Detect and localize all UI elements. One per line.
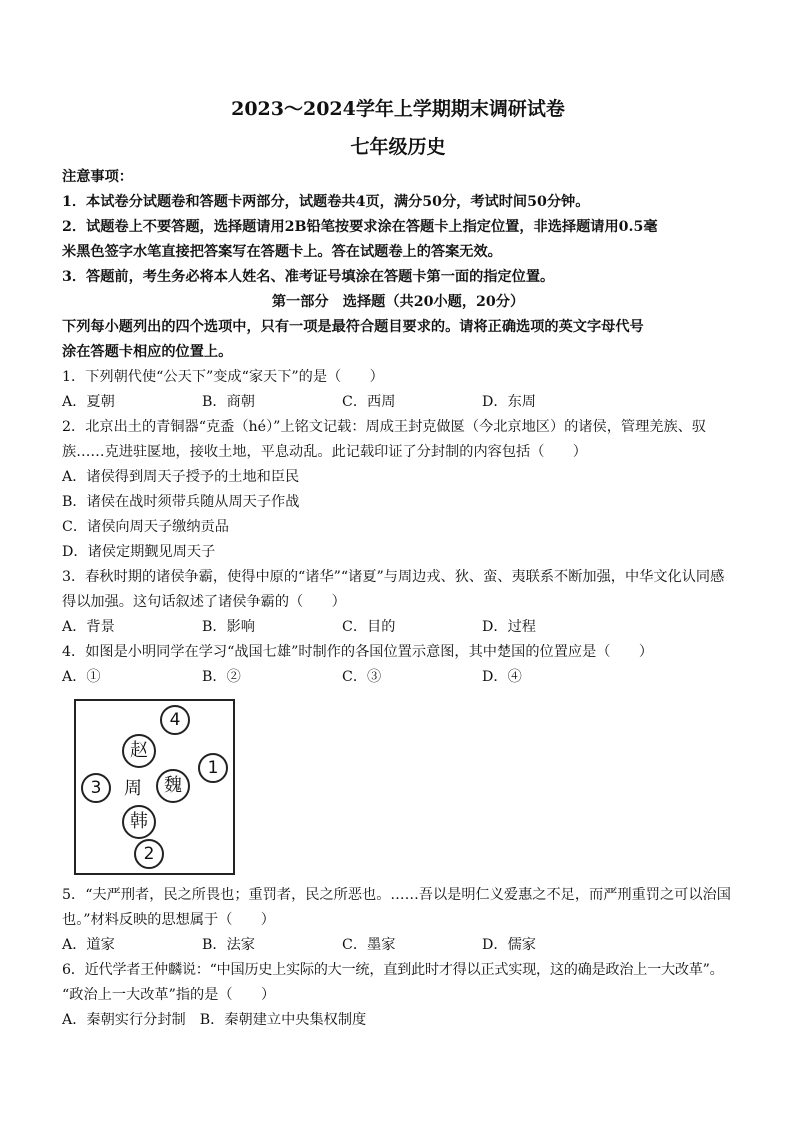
question-stem: 4．如图是小明同学在学习“战国七雄”时制作的各国位置示意图，其中楚国的位置应是（ ） (62, 644, 654, 660)
state-zhou: 周 (124, 778, 142, 799)
option-c: C．诸侯向周天子缴纳贡品 (62, 519, 229, 535)
option-c: C．墨家 (342, 937, 396, 953)
state-zhao: 赵 (122, 734, 156, 768)
question-options (62, 390, 734, 415)
option-a: A．秦朝实行分封制 (62, 1012, 186, 1028)
section-title: 第一部分 选择题（共20小题，20分） (271, 294, 525, 310)
option-d: D．诸侯定期觐见周天子 (62, 544, 216, 560)
option-a: A．背景 (62, 619, 115, 635)
state-han: 韩 (122, 805, 156, 839)
note-item: 3．答题前，考生务必将本人姓名、准考证号填涂在答题卡第一面的指定位置。 (62, 269, 555, 285)
question-stem: 5．“夫严刑者，民之所畏也；重罚者，民之所恶也。……吾以是明仁义爱惠之不足，而严刑重罚之可以治国 (62, 887, 731, 903)
option-b: B．诸侯在战时须带兵随从周天子作战 (62, 494, 300, 510)
question-stem: 6．近代学者王仲麟说：“中国历史上实际的大一统，直到此时才得以正式实现，这的确是政治上一大改革”。 (62, 962, 724, 978)
notes-section (62, 165, 734, 290)
question-3 (62, 565, 734, 640)
option-c: C．③ (342, 669, 382, 685)
warring-states-diagram (74, 699, 235, 875)
note-item: 2．试题卷上不要答题，选择题请用2B铅笔按要求涂在答题卡上指定位置，非选择题请用0.5毫 (62, 219, 658, 235)
state-wei: 魏 (156, 769, 190, 803)
option-b: B．秦朝建立中央集权制度 (199, 1012, 367, 1028)
exam-title: 2023～2024学年上学期期末调研试卷 (231, 98, 565, 120)
position-mark-1: 1 (198, 753, 228, 783)
option-b: B．商朝 (202, 394, 255, 410)
question-stem: 3．春秋时期的诸侯争霸，使得中原的“诸华”“诸夏”与周边戎、狄、蛮、夷联系不断加强，中华文化认同感 (62, 569, 725, 585)
question-options (62, 615, 734, 640)
position-mark-4: 4 (160, 705, 190, 735)
question-5 (62, 883, 734, 958)
position-mark-2: 2 (134, 839, 164, 869)
question-options (62, 933, 734, 958)
question-stem: 族……克进驻匽地，接收土地，平息动乱。此记载印证了分封制的内容包括（ ） (62, 444, 587, 460)
option-a: A．夏朝 (62, 394, 115, 410)
question-1 (62, 365, 734, 415)
question-options (62, 1008, 734, 1033)
option-b: B．影响 (202, 619, 255, 635)
option-d: D．过程 (482, 619, 536, 635)
question-stem: 1．下列朝代使“公天下”变成“家天下”的是（ ） (62, 369, 384, 385)
option-d: D．④ (482, 669, 522, 685)
option-a: A．诸侯得到周天子授予的土地和臣民 (62, 469, 300, 485)
option-b: B．法家 (202, 937, 255, 953)
question-stem: 2．北京出土的青铜器“克盉（hé）”上铭文记载：周成王封克做匽（今北京地区）的诸侯，管理羌族、驭 (62, 419, 707, 435)
question-2 (62, 415, 734, 565)
note-item: 1．本试卷分试题卷和答题卡两部分，试题卷共4页，满分50分，考试时间50分钟。 (62, 194, 590, 210)
notes-heading: 注意事项： (62, 169, 133, 185)
option-c: C．目的 (342, 619, 396, 635)
option-a: A．道家 (62, 937, 115, 953)
question-6 (62, 958, 734, 1033)
question-stem: 也。”材料反映的思想属于（ ） (62, 912, 275, 928)
exam-page (62, 92, 734, 1033)
note-item: 米黑色签字水笔直接把答案写在答题卡上。答在试题卷上的答案无效。 (62, 244, 502, 260)
option-c: C．西周 (342, 394, 396, 410)
option-a: A．① (62, 669, 101, 685)
position-mark-3: 3 (81, 773, 111, 803)
question-stem: “政治上一大改革”指的是（ ） (62, 987, 276, 1003)
option-b: B．② (202, 669, 241, 685)
question-options (62, 665, 734, 690)
section-instruction: 涂在答题卡相应的位置上。 (62, 344, 233, 360)
option-d: D．东周 (482, 394, 536, 410)
exam-subtitle: 七年级历史 (350, 136, 446, 158)
option-d: D．儒家 (482, 937, 536, 953)
question-4 (62, 640, 734, 875)
question-stem: 得以加强。这句话叙述了诸侯争霸的（ ） (62, 594, 346, 610)
section-instruction: 下列每小题列出的四个选项中，只有一项是最符合题目要求的。请将正确选项的英文字母代号 (62, 319, 644, 335)
